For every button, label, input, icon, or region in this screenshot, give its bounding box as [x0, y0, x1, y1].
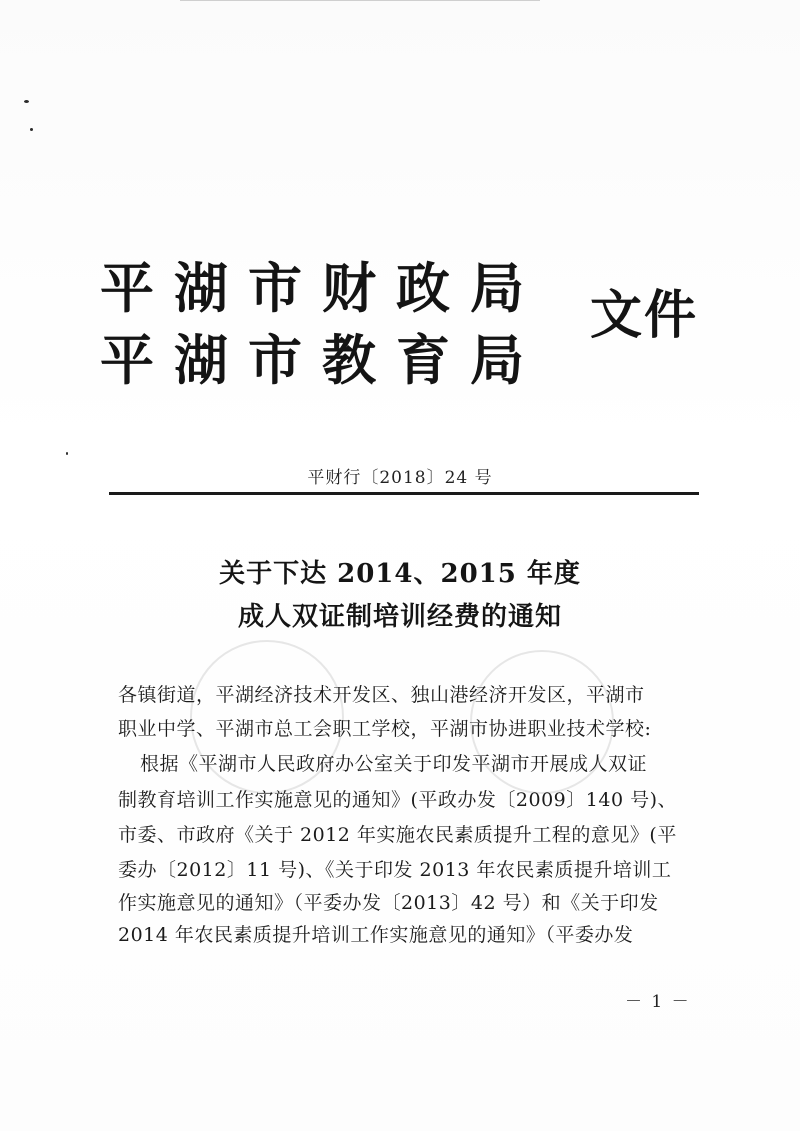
scan-edge-line: [180, 0, 540, 1]
page-number: － 1 －: [625, 992, 691, 1012]
body-line: 制教育培训工作实施意见的通知》(平政办发〔2009〕140 号)、: [118, 789, 677, 811]
header-divider: [109, 492, 699, 495]
document-title-line-1: 关于下达 2014、2015 年度: [219, 559, 581, 589]
scan-speck: [24, 100, 29, 103]
document-number: 平财行〔2018〕24 号: [307, 468, 493, 488]
body-line: 委办〔2012〕11 号)、《关于印发 2013 年农民素质提升培训工: [118, 859, 672, 881]
issuer-education-bureau: 平湖市教育局: [100, 329, 544, 392]
issuer-finance-bureau: 平湖市财政局: [100, 257, 544, 320]
scan-speck: [66, 452, 68, 455]
issuer-header: [100, 250, 720, 400]
body-line: 职业中学、平湖市总工会职工学校，平湖市协进职业技术学校:: [118, 718, 652, 740]
document-title-line-2: 成人双证制培训经费的通知: [237, 602, 562, 632]
body-line: 2014 年农民素质提升培训工作实施意见的通知》（平委办发: [118, 924, 634, 946]
scan-speck: [30, 128, 33, 131]
document-type-label: 文件: [590, 286, 699, 346]
body-line: 各镇街道，平湖经济技术开发区、独山港经济开发区，平湖市: [118, 684, 645, 706]
body-line: 市委、市政府《关于 2012 年实施农民素质提升工程的意见》(平: [118, 824, 677, 846]
body-line: 作实施意见的通知》（平委办发〔2013〕42 号）和《关于印发: [118, 892, 659, 914]
body-line: 根据《平湖市人民政府办公室关于印发平湖市开展成人双证: [140, 753, 648, 775]
